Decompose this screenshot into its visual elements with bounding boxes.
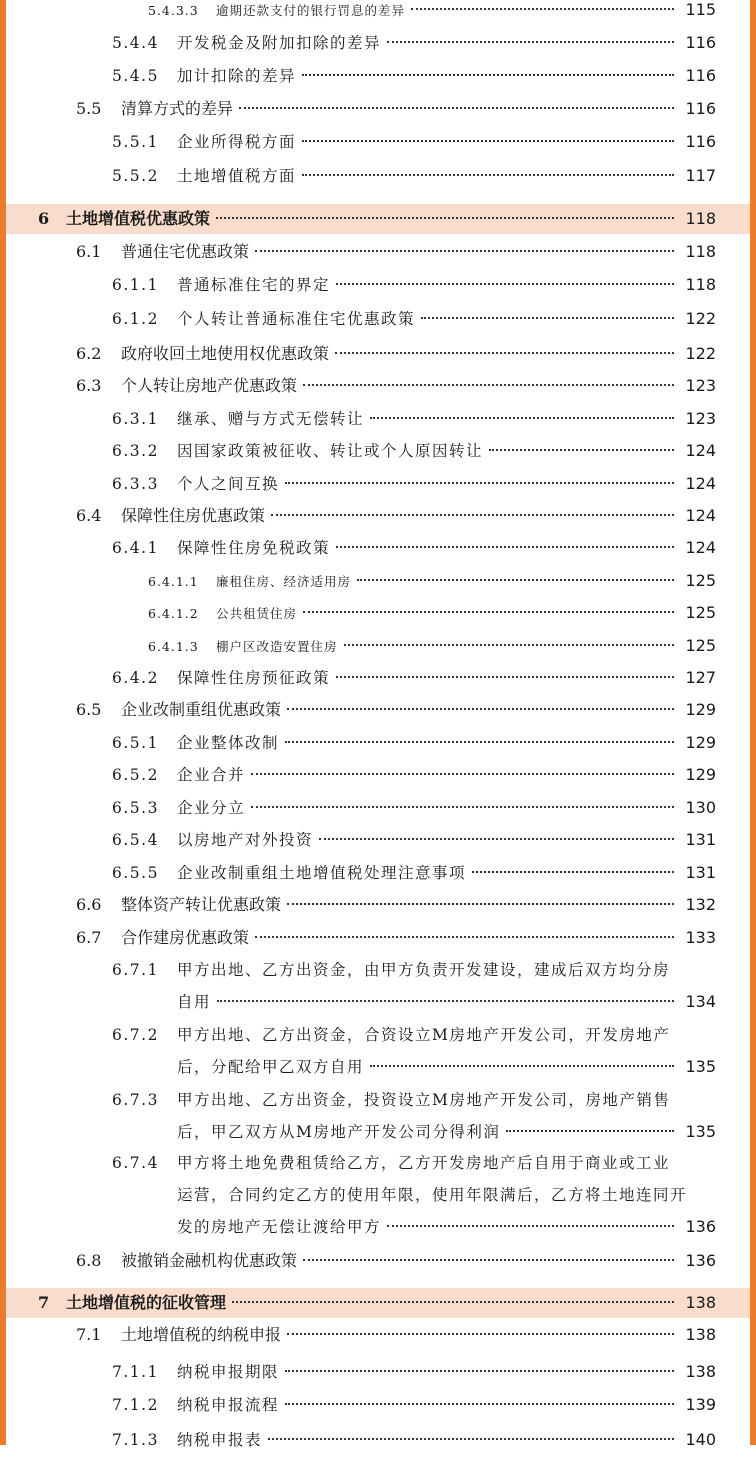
page-number: 123 bbox=[685, 376, 716, 395]
toc-entry-line bbox=[112, 307, 716, 331]
entry-number: 6.5.4 bbox=[112, 831, 159, 849]
dot-leader bbox=[255, 250, 674, 252]
entry-number: 6.5.2 bbox=[112, 766, 159, 784]
entry-title: 逾期还款支付的银行罚息的差异 bbox=[216, 3, 406, 18]
entry-title: 棚户区改造安置住房 bbox=[216, 639, 338, 654]
entry-number: 6.7.3 bbox=[112, 1091, 159, 1109]
page-number: 138 bbox=[685, 1362, 716, 1381]
toc-entry-line bbox=[112, 828, 716, 852]
entry-title: 继承、赠与方式无偿转让 bbox=[177, 410, 365, 428]
entry-title: 甲方出地、乙方出资金，投资设立M房地产开发公司，房地产销售 bbox=[177, 1091, 671, 1109]
dot-leader bbox=[285, 482, 674, 484]
dot-leader bbox=[239, 107, 674, 109]
page-number: 124 bbox=[685, 474, 716, 493]
entry-number: 6.5.5 bbox=[112, 864, 159, 882]
dot-leader bbox=[336, 283, 674, 285]
entry-number: 7.1.2 bbox=[112, 1396, 159, 1414]
entry-title: 保障性住房预征政策 bbox=[177, 669, 331, 687]
toc-entry[interactable] bbox=[0, 1023, 756, 1076]
entry-title: 整体资产转让优惠政策 bbox=[121, 895, 282, 914]
page-number: 125 bbox=[685, 636, 716, 655]
entry-number: 6.7 bbox=[76, 928, 102, 947]
entry-title: 合作建房优惠政策 bbox=[121, 928, 250, 947]
toc-entry[interactable] bbox=[0, 828, 756, 858]
dot-leader bbox=[285, 1403, 674, 1405]
dot-leader bbox=[387, 1225, 674, 1227]
entry-title: 清算方式的差异 bbox=[121, 99, 234, 118]
toc-entry[interactable] bbox=[0, 634, 756, 664]
entry-number: 6 bbox=[38, 209, 50, 228]
toc-entry-line bbox=[112, 666, 716, 690]
toc-entry[interactable] bbox=[0, 130, 756, 160]
entry-number: 6.5.1 bbox=[112, 734, 159, 752]
page-number: 125 bbox=[685, 603, 716, 622]
toc-entry[interactable] bbox=[0, 1360, 756, 1390]
entry-title: 普通标准住宅的界定 bbox=[177, 276, 331, 294]
entry-number: 5.4.5 bbox=[112, 67, 159, 85]
toc-entry[interactable] bbox=[0, 763, 756, 793]
toc-entry-line bbox=[76, 1249, 716, 1273]
entry-title: 个人转让房地产优惠政策 bbox=[121, 376, 298, 395]
toc-entry-continuation-line bbox=[177, 1120, 716, 1144]
toc-entry-line bbox=[148, 634, 716, 659]
toc-entry-line bbox=[112, 1023, 716, 1047]
toc-chapter-entry[interactable] bbox=[0, 207, 756, 237]
dot-leader bbox=[232, 1301, 674, 1303]
entry-title: 保障性住房优惠政策 bbox=[121, 506, 266, 525]
toc-entry[interactable] bbox=[0, 1151, 756, 1236]
dot-leader bbox=[303, 384, 674, 386]
entry-number: 5.5.2 bbox=[112, 167, 159, 185]
dot-leader bbox=[217, 1000, 674, 1002]
entry-title: 纳税申报期限 bbox=[177, 1363, 280, 1381]
dot-leader bbox=[370, 417, 674, 419]
entry-title: 土地增值税的征收管理 bbox=[66, 1293, 227, 1312]
toc-entry-line bbox=[112, 1360, 716, 1384]
entry-number: 6.4 bbox=[76, 506, 102, 525]
toc-entry-line bbox=[112, 731, 716, 755]
entry-title: 开发税金及附加扣除的差异 bbox=[177, 34, 382, 52]
toc-entry[interactable] bbox=[0, 601, 756, 631]
entry-number: 6.6 bbox=[76, 895, 102, 914]
toc-entry-line bbox=[38, 1291, 716, 1315]
entry-number: 5.5 bbox=[76, 99, 102, 118]
entry-title-continuation: 运营，合同约定乙方的使用年限，使用年限满后，乙方将土地连同开 bbox=[177, 1186, 688, 1204]
page-number: 116 bbox=[685, 99, 716, 118]
toc-entry-line bbox=[112, 1151, 716, 1175]
toc-entry-line bbox=[76, 893, 716, 917]
toc-entry[interactable] bbox=[0, 666, 756, 696]
entry-number: 6.1.2 bbox=[112, 310, 159, 328]
entry-number: 7.1.3 bbox=[112, 1431, 159, 1449]
toc-entry[interactable] bbox=[0, 407, 756, 437]
page-number: 140 bbox=[685, 1430, 716, 1449]
toc-entry-line bbox=[76, 698, 716, 722]
page-number: 124 bbox=[685, 441, 716, 460]
toc-entry[interactable] bbox=[0, 240, 756, 270]
entry-title: 纳税申报表 bbox=[177, 1431, 263, 1449]
toc-entry-line bbox=[76, 342, 716, 366]
toc-entry-line bbox=[112, 958, 716, 982]
toc-entry[interactable] bbox=[0, 861, 756, 891]
page-number: 124 bbox=[685, 538, 716, 557]
toc-entry[interactable] bbox=[0, 273, 756, 303]
page-number: 136 bbox=[685, 1217, 716, 1236]
entry-title: 企业分立 bbox=[177, 799, 246, 817]
entry-title: 普通住宅优惠政策 bbox=[121, 242, 250, 261]
dot-leader bbox=[251, 773, 674, 775]
toc-entry-line bbox=[112, 536, 716, 560]
toc-entry-line bbox=[76, 97, 716, 121]
page-number: 124 bbox=[685, 506, 716, 525]
toc-entry[interactable] bbox=[0, 698, 756, 728]
entry-number: 6.7.2 bbox=[112, 1026, 159, 1044]
entry-title: 企业整体改制 bbox=[177, 734, 280, 752]
toc-entry[interactable] bbox=[0, 1088, 756, 1141]
toc-entry-line bbox=[112, 763, 716, 787]
toc-chapter-entry[interactable] bbox=[0, 1291, 756, 1321]
dot-leader bbox=[285, 1370, 674, 1372]
page-number: 125 bbox=[685, 571, 716, 590]
entry-number: 6.8 bbox=[76, 1251, 102, 1270]
toc-entry-line bbox=[148, 569, 716, 594]
dot-leader bbox=[302, 140, 674, 142]
dot-leader bbox=[411, 8, 674, 10]
entry-number: 6.1.1 bbox=[112, 276, 159, 294]
toc-entry[interactable] bbox=[0, 472, 756, 502]
toc-entry[interactable] bbox=[0, 307, 756, 337]
toc-entry-line bbox=[148, 0, 716, 23]
page-number: 117 bbox=[685, 166, 716, 185]
entry-number: 7 bbox=[38, 1293, 50, 1312]
page-number: 123 bbox=[685, 409, 716, 428]
toc-entry-line bbox=[112, 1393, 716, 1417]
page-number: 132 bbox=[685, 895, 716, 914]
toc-entry[interactable] bbox=[0, 0, 756, 28]
toc-entry[interactable] bbox=[0, 1393, 756, 1423]
toc-entry[interactable] bbox=[0, 1323, 756, 1353]
page-number: 133 bbox=[685, 928, 716, 947]
toc-entry-line bbox=[76, 240, 716, 264]
toc-entry[interactable] bbox=[0, 97, 756, 127]
toc-entry[interactable] bbox=[0, 893, 756, 923]
entry-number: 6.3 bbox=[76, 376, 102, 395]
page-number: 131 bbox=[685, 863, 716, 882]
page-number: 136 bbox=[685, 1251, 716, 1270]
toc-entry[interactable] bbox=[0, 504, 756, 534]
dot-leader bbox=[302, 174, 674, 176]
dot-leader bbox=[251, 806, 674, 808]
toc-entry[interactable] bbox=[0, 958, 756, 1011]
page-number: 122 bbox=[685, 309, 716, 328]
entry-title-continuation: 后，分配给甲乙双方自用 bbox=[177, 1058, 365, 1076]
entry-number: 7.1 bbox=[76, 1325, 102, 1344]
page-number: 139 bbox=[685, 1395, 716, 1414]
entry-title: 纳税申报流程 bbox=[177, 1396, 280, 1414]
toc-entry[interactable] bbox=[0, 374, 756, 404]
toc-entry-line bbox=[76, 374, 716, 398]
entry-number: 6.7.4 bbox=[112, 1154, 159, 1172]
toc-entry-line bbox=[112, 1088, 716, 1112]
page-number: 129 bbox=[685, 733, 716, 752]
dot-leader bbox=[268, 1438, 674, 1440]
toc-entry[interactable] bbox=[0, 1249, 756, 1279]
page-number: 122 bbox=[685, 344, 716, 363]
toc-entry-line bbox=[148, 601, 716, 626]
entry-number: 6.1 bbox=[76, 242, 102, 261]
dot-leader bbox=[370, 1065, 674, 1067]
page-number: 135 bbox=[685, 1057, 716, 1076]
toc-entry[interactable] bbox=[0, 1428, 756, 1458]
entry-title: 土地增值税的纳税申报 bbox=[121, 1325, 282, 1344]
toc-entry-line bbox=[112, 861, 716, 885]
entry-title-continuation: 后，甲乙双方从M房地产开发公司分得利润 bbox=[177, 1123, 501, 1141]
dot-leader bbox=[344, 644, 674, 646]
entry-number: 5.4.4 bbox=[112, 34, 159, 52]
toc-entry[interactable] bbox=[0, 796, 756, 826]
entry-number: 5.4.3.3 bbox=[148, 3, 199, 18]
toc-entry-line bbox=[112, 407, 716, 431]
page-number: 129 bbox=[685, 700, 716, 719]
page-number: 131 bbox=[685, 830, 716, 849]
entry-number: 6.4.1.3 bbox=[148, 639, 199, 654]
toc-entry-line bbox=[76, 504, 716, 528]
page-number: 138 bbox=[685, 1293, 716, 1312]
entry-number: 6.5.3 bbox=[112, 799, 159, 817]
page-number: 118 bbox=[685, 275, 716, 294]
page-number: 115 bbox=[685, 0, 716, 19]
toc-entry-line bbox=[76, 1323, 716, 1347]
toc-entry[interactable] bbox=[0, 569, 756, 599]
entry-title: 公共租赁住房 bbox=[216, 606, 298, 621]
entry-title: 企业合并 bbox=[177, 766, 246, 784]
toc-entry-continuation-line bbox=[177, 1215, 716, 1239]
toc-entry-line bbox=[38, 207, 716, 231]
entry-title: 政府收回土地使用权优惠政策 bbox=[121, 344, 330, 363]
toc-entry[interactable] bbox=[0, 31, 756, 61]
page-number: 130 bbox=[685, 798, 716, 817]
page-number: 118 bbox=[685, 242, 716, 261]
entry-number: 7.1.1 bbox=[112, 1363, 159, 1381]
toc-entry-line bbox=[112, 1428, 716, 1452]
entry-number: 5.5.1 bbox=[112, 133, 159, 151]
page-number: 116 bbox=[685, 66, 716, 85]
toc-entry[interactable] bbox=[0, 731, 756, 761]
dot-leader bbox=[287, 1333, 674, 1335]
entry-number: 6.4.2 bbox=[112, 669, 159, 687]
toc-entry-line bbox=[112, 439, 716, 463]
entry-number: 6.5 bbox=[76, 700, 102, 719]
entry-number: 6.2 bbox=[76, 344, 102, 363]
entry-title-continuation: 自用 bbox=[177, 993, 212, 1011]
page-number: 116 bbox=[685, 33, 716, 52]
page-number: 134 bbox=[685, 992, 716, 1011]
entry-title: 甲方出地、乙方出资金，由甲方负责开发建设，建成后双方均分房 bbox=[177, 961, 671, 979]
entry-title: 土地增值税优惠政策 bbox=[66, 209, 211, 228]
toc-entry-continuation-line bbox=[177, 1055, 716, 1079]
toc-entry-line bbox=[112, 64, 716, 88]
entry-number: 6.4.1.1 bbox=[148, 574, 199, 589]
entry-title: 企业改制重组土地增值税处理注意事项 bbox=[177, 864, 467, 882]
toc-entry-line bbox=[112, 273, 716, 297]
page-number: 127 bbox=[685, 668, 716, 687]
entry-title: 个人转让普通标准住宅优惠政策 bbox=[177, 310, 416, 328]
dot-leader bbox=[285, 741, 674, 743]
dot-leader bbox=[336, 676, 674, 678]
dot-leader bbox=[303, 1259, 674, 1261]
toc-entry-line bbox=[112, 796, 716, 820]
entry-title: 因国家政策被征收、转让或个人原因转让 bbox=[177, 442, 484, 460]
page-number: 116 bbox=[685, 132, 716, 151]
dot-leader bbox=[421, 317, 674, 319]
dot-leader bbox=[472, 871, 674, 873]
entry-title: 以房地产对外投资 bbox=[177, 831, 314, 849]
toc-entry[interactable] bbox=[0, 439, 756, 469]
entry-title: 廉租住房、经济适用房 bbox=[216, 574, 352, 589]
toc-entry-continuation-line bbox=[177, 990, 716, 1014]
dot-leader bbox=[489, 449, 674, 451]
entry-title: 企业所得税方面 bbox=[177, 133, 297, 151]
dot-leader bbox=[287, 708, 674, 710]
toc-entry-line bbox=[112, 164, 716, 188]
entry-number: 6.3.3 bbox=[112, 475, 159, 493]
dot-leader bbox=[255, 936, 674, 938]
entry-title: 加计扣除的差异 bbox=[177, 67, 297, 85]
dot-leader bbox=[336, 546, 674, 548]
page-number: 138 bbox=[685, 1325, 716, 1344]
dot-leader bbox=[387, 41, 674, 43]
toc-entry[interactable] bbox=[0, 536, 756, 566]
dot-leader bbox=[357, 579, 674, 581]
dot-leader bbox=[287, 903, 674, 905]
toc-entry[interactable] bbox=[0, 64, 756, 94]
page-number: 135 bbox=[685, 1122, 716, 1141]
entry-title: 土地增值税方面 bbox=[177, 167, 297, 185]
entry-number: 6.4.1.2 bbox=[148, 606, 199, 621]
dot-leader bbox=[319, 838, 674, 840]
page-number: 118 bbox=[685, 209, 716, 228]
dot-leader bbox=[335, 352, 674, 354]
dot-leader bbox=[302, 74, 674, 76]
toc-entry-line bbox=[76, 926, 716, 950]
entry-number: 6.3.1 bbox=[112, 410, 159, 428]
entry-number: 6.4.1 bbox=[112, 539, 159, 557]
toc-entry-line bbox=[112, 31, 716, 55]
entry-number: 6.3.2 bbox=[112, 442, 159, 460]
entry-title: 甲方将土地免费租赁给乙方，乙方开发房地产后自用于商业或工业 bbox=[177, 1154, 671, 1172]
toc-entry[interactable] bbox=[0, 342, 756, 372]
entry-title: 甲方出地、乙方出资金，合资设立M房地产开发公司，开发房地产 bbox=[177, 1026, 671, 1044]
dot-leader bbox=[216, 217, 674, 219]
entry-number: 6.7.1 bbox=[112, 961, 159, 979]
page-number: 129 bbox=[685, 765, 716, 784]
toc-entry-line bbox=[112, 472, 716, 496]
entry-title: 企业改制重组优惠政策 bbox=[121, 700, 282, 719]
dot-leader bbox=[271, 514, 674, 516]
dot-leader bbox=[303, 611, 674, 613]
toc-entry-line bbox=[112, 130, 716, 154]
entry-title: 被撤销金融机构优惠政策 bbox=[121, 1251, 298, 1270]
entry-title: 保障性住房免税政策 bbox=[177, 539, 331, 557]
toc-entry[interactable] bbox=[0, 164, 756, 194]
entry-title: 个人之间互换 bbox=[177, 475, 280, 493]
toc-entry[interactable] bbox=[0, 926, 756, 956]
dot-leader bbox=[506, 1130, 674, 1132]
entry-title-continuation: 发的房地产无偿让渡给甲方 bbox=[177, 1218, 382, 1236]
